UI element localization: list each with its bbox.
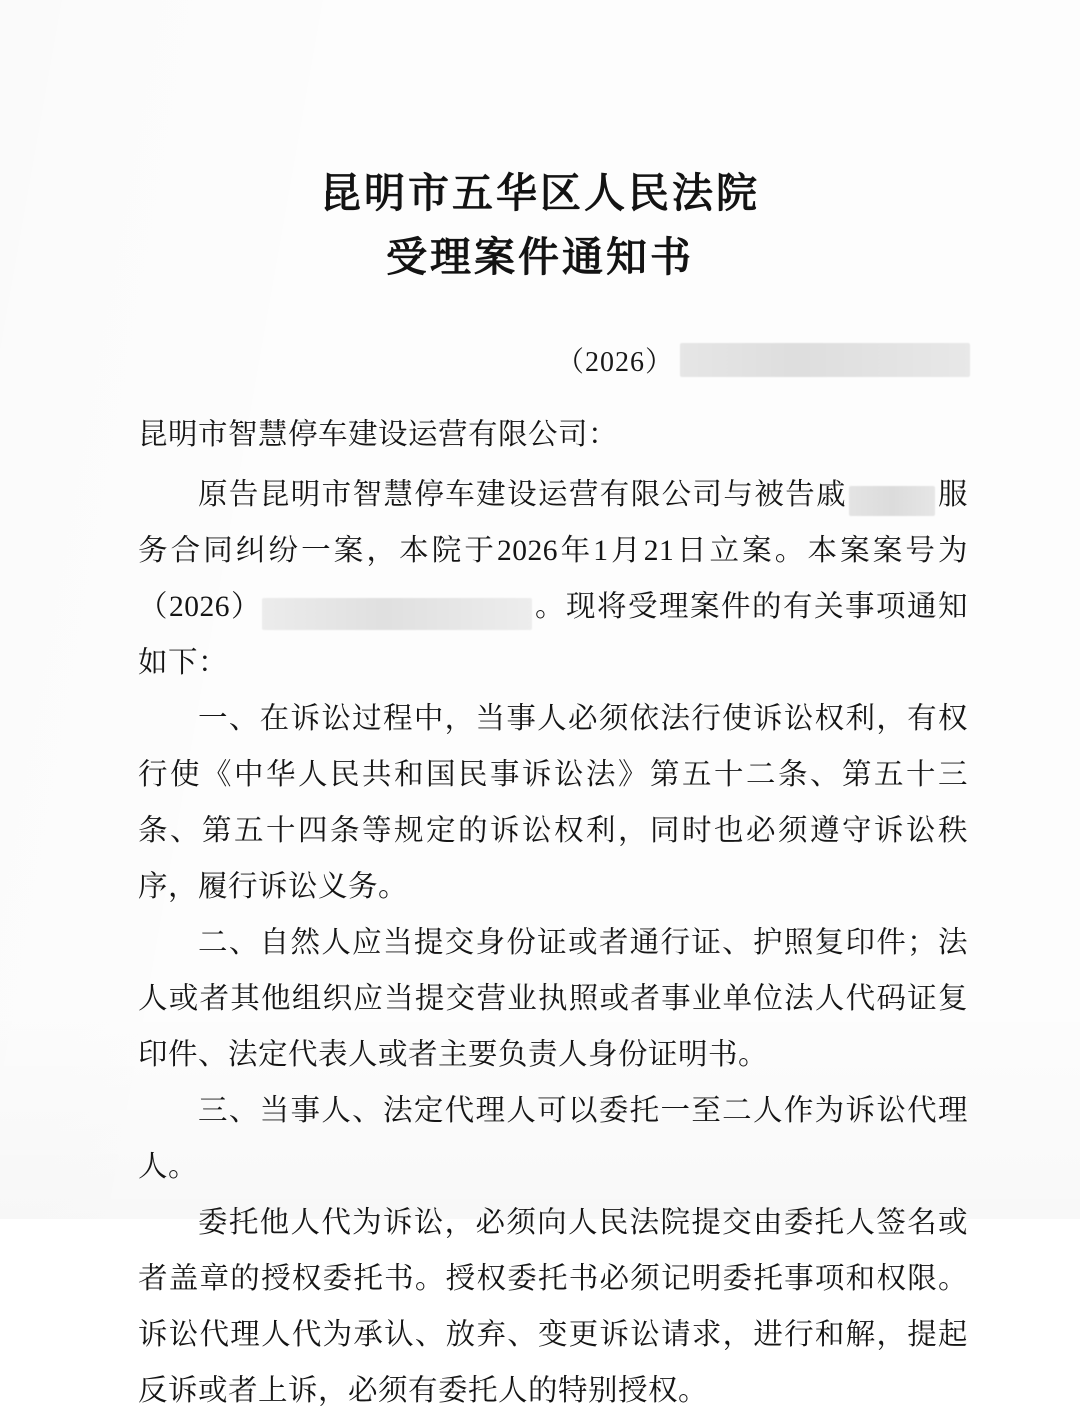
document-content — [0, 407, 1080, 1419]
clause-paragraph-4: 委托他人代为诉讼，必须向人民法院提交由委托人签名或者盖章的授权委托书。授权委托书必须记明委托事项和权限。诉讼代理人代为承认、放弃、变更诉讼请求，进行和解，提起反诉或者上诉，必须有委托人的特别授权。 — [138, 1206, 968, 1407]
intro-paragraph — [138, 467, 968, 691]
case-number-prefix: （2026） — [556, 346, 675, 378]
intro-text-part-1: 原告昆明市智慧停车建设运营有限公司与被告戚 — [198, 478, 848, 511]
clause-paragraph-3: 三、当事人、法定代理人可以委托一至二人作为诉讼代理人。 — [138, 1094, 968, 1183]
intro-text-part-2: 服务 — [138, 478, 968, 567]
redaction-block-defendant-name — [849, 486, 935, 516]
page-title: 受理案件通知书 — [386, 234, 694, 281]
clause-paragraph-2: 二、自然人应当提交身份证或者通行证、护照复印件；法人或者其他组织应当提交营业执照或者事业单位法人代码证复印件、法定代表人或者主要负责人身份证明书。 — [138, 926, 968, 1071]
court-name: 昆明市五华区人民法院 — [320, 170, 760, 216]
redaction-block-case-number — [680, 343, 970, 377]
addressee-line: 昆明市智慧停车建设运营有限公司： — [138, 418, 619, 451]
document-header — [0, 168, 1080, 285]
clause-paragraph-1: 一、在诉讼过程中，当事人必须依法行使诉讼权利，有权行使《中华人民共和国民事诉讼法》第五十二条、第五十三条、第五十四条等规定的诉讼权利，同时也必须遵守诉讼秩序，履行诉讼义务。 — [138, 702, 968, 903]
intro-text-tail: 。现将受理案件的有关事项通知如下： — [138, 590, 968, 679]
intro-text-line-2: 合同纠纷一案，本院于2026年1月21日立案。本案案号为（2026） — [138, 534, 968, 623]
case-number-row — [0, 339, 1080, 381]
redaction-block-case-number-2 — [262, 598, 532, 630]
